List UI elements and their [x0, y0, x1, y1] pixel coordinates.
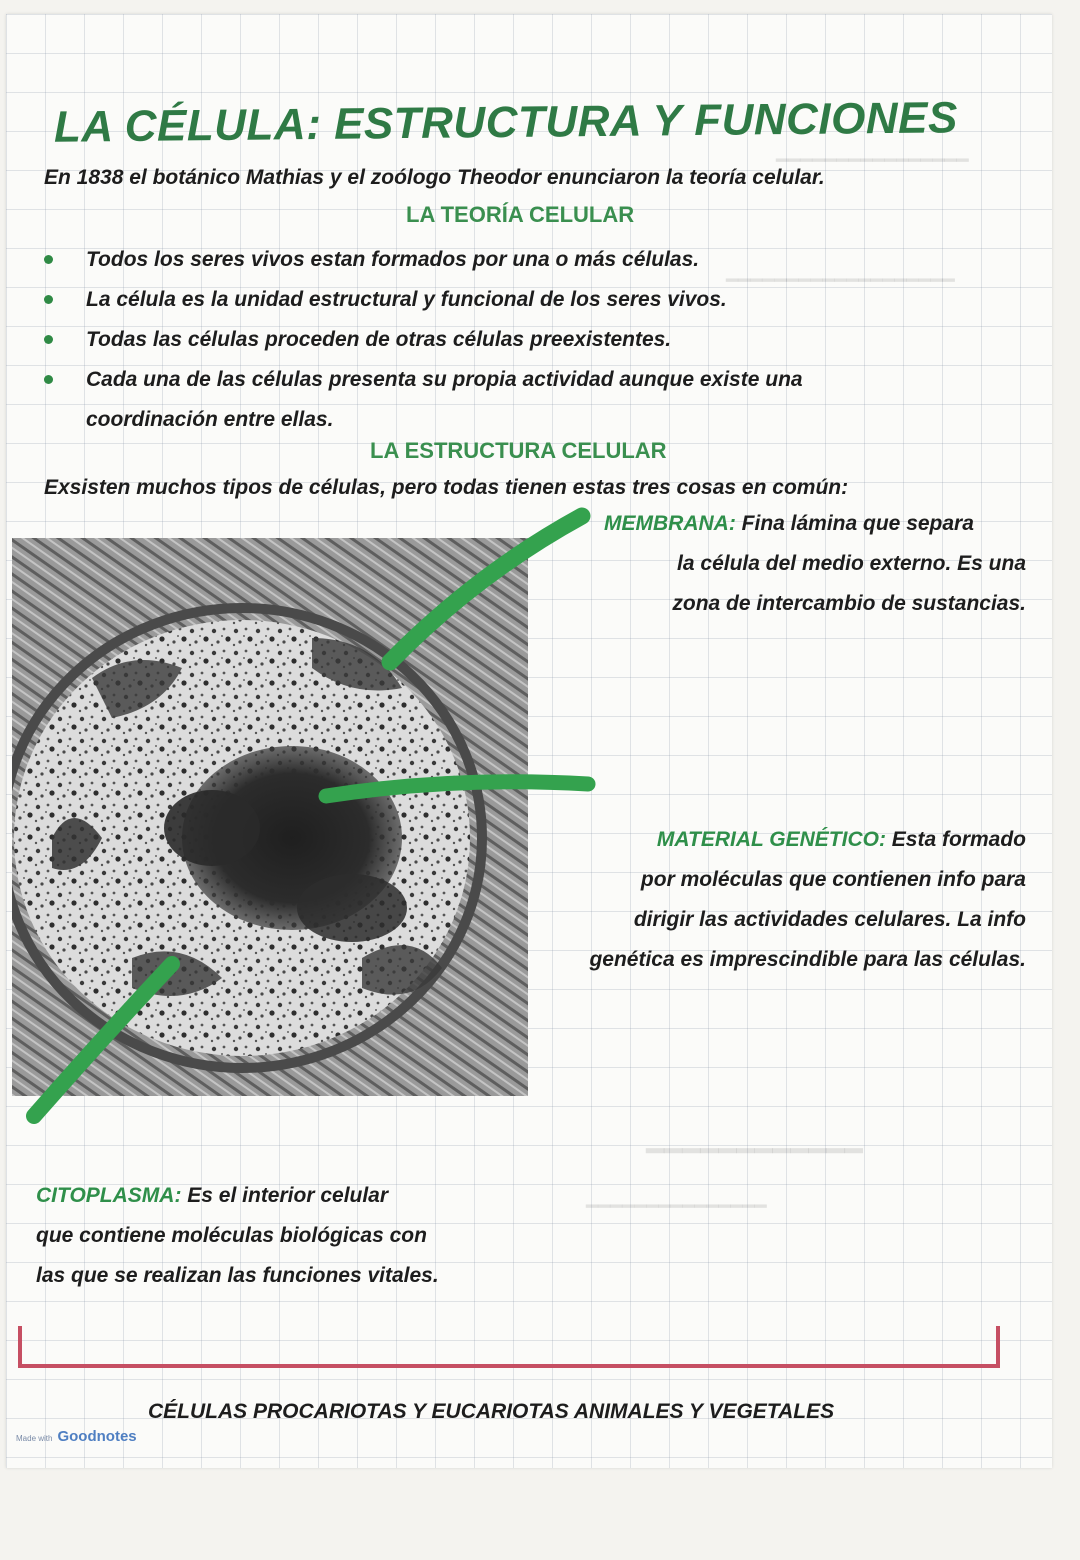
- membrana-line2: la célula del medio externo. Es una: [677, 552, 1026, 575]
- structure-intro: Exsisten muchos tipos de células, pero todas tienen estas tres cosas en común:: [44, 476, 849, 499]
- material-label: MATERIAL GENÉTICO:: [656, 828, 886, 851]
- bleed-through-text: ━━━━━━━━━━━━━━━: [586, 1196, 767, 1218]
- citoplasma-label: CITOPLASMA:: [36, 1184, 182, 1207]
- material-text: Esta formado: [885, 828, 1026, 851]
- list-item-text: La célula es la unidad estructural y funcional de los seres vivos.: [86, 288, 727, 311]
- membrana-label: MEMBRANA:: [604, 512, 736, 535]
- list-item-text: Todos los seres vivos estan formados por una o más células.: [86, 248, 700, 271]
- footer-text: CÉLULAS PROCARIOTAS Y EUCARIOTAS ANIMALES Y VEGETALES: [148, 1400, 835, 1423]
- bleed-through-text: ━━━━━━━━━━━━━━━━: [776, 150, 969, 172]
- membrana-text: Fina lámina que separa: [735, 512, 974, 535]
- material-line1: [657, 820, 1026, 860]
- material-line3: dirigir las actividades celulares. La info: [633, 908, 1026, 931]
- material-line2: por moléculas que contienen info para: [640, 868, 1026, 891]
- list-item: [44, 240, 803, 280]
- bleed-through-text: ━━━━━━━━━━━━━━━━━━━: [726, 270, 955, 292]
- list-item-text: Cada una de las células presenta su propia actividad aunque existe una: [86, 368, 803, 391]
- structure-heading: LA ESTRUCTURA CELULAR: [370, 438, 667, 463]
- citoplasma-line3: las que se realizan las funciones vitales.: [36, 1264, 439, 1287]
- page-title: LA CÉLULA: ESTRUCTURA Y FUNCIONES: [53, 93, 959, 152]
- bullet-dot-icon: [44, 295, 53, 304]
- citoplasma-line2: que contiene moléculas biológicas con: [36, 1224, 427, 1247]
- bullet-dot-icon: [44, 255, 53, 264]
- membrana-line3: zona de intercambio de sustancias.: [672, 592, 1026, 615]
- bracket-divider: [18, 1326, 1000, 1368]
- list-item-continuation: [44, 400, 803, 440]
- brand-made-with: Made with: [16, 1434, 53, 1443]
- theory-heading: LA TEORÍA CELULAR: [406, 202, 635, 227]
- list-item: [44, 360, 803, 400]
- theory-list: [44, 240, 803, 440]
- goodnotes-badge: [16, 1428, 137, 1445]
- material-line4: genética es imprescindible para las células.: [589, 948, 1026, 971]
- intro-text: En 1838 el botánico Mathias y el zoólogo Theodor enunciaron la teoría celular.: [44, 166, 825, 189]
- list-item-text: coordinación entre ellas.: [86, 408, 334, 431]
- membrana-line1: [604, 504, 974, 544]
- list-item-text: Todas las células proceden de otras células preexistentes.: [86, 328, 672, 351]
- notebook-page: [6, 14, 1052, 1468]
- list-item: [44, 280, 803, 320]
- cell-micrograph: [12, 538, 528, 1096]
- list-item: [44, 320, 803, 360]
- bullet-dot-icon: [44, 335, 53, 344]
- brand-name: Goodnotes: [57, 1428, 137, 1445]
- citoplasma-line1: [36, 1176, 388, 1216]
- bleed-through-text: ━━━━━━━━━━━━: [646, 1135, 863, 1168]
- bullet-dot-icon: [44, 375, 53, 384]
- citoplasma-text: Es el interior celular: [181, 1184, 389, 1207]
